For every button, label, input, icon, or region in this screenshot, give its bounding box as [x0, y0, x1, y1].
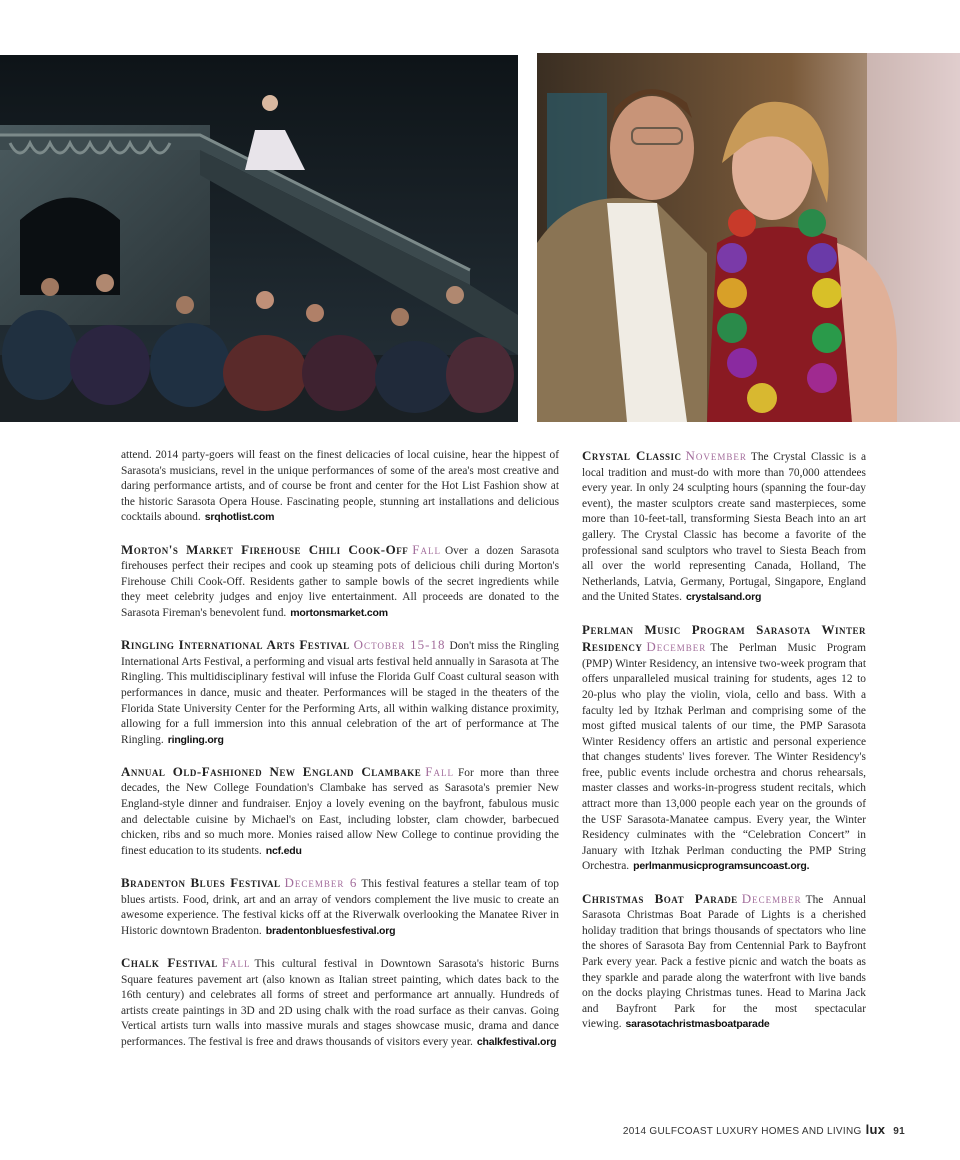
event-url[interactable]: crystalsand.org — [685, 591, 762, 604]
event-title: Crystal Classic — [582, 448, 682, 463]
event-entry — [582, 891, 866, 1033]
event-title: Perlman Music Program Sarasota Winter Residency — [582, 621, 866, 655]
event-description: The Crystal Classic is a local tradition and must-do with more than 70,000 attendees every year. In only 24 sculpting hours (spanning the four-day event), the master sculptors create sand masterpieces, some more than 10-feet-tall, transforming Siesta Beach into an art gallery. The Crystal Classic has become a favorite of the professional sand sculptors who travel to Siesta Beach from all over the world representing Canada, Holland, The Netherlands, Latvia, Germany, Portugal, Singapore, England and the United States. — [582, 451, 866, 604]
event-date: Fall — [425, 763, 454, 779]
event-description: This festival features a stellar team of top blues artists. Food, drink, art and an array of vendors complement the live music to create an awesome experience. The festival kicks off at the Riverwalk overlooking the Manatee River in Historic downtown Bradenton. — [121, 878, 559, 937]
event-entry — [121, 955, 559, 1051]
event-url[interactable]: ncf.edu — [265, 844, 302, 857]
event-entry — [121, 542, 559, 622]
event-description: This cultural festival in Downtown Sarasota's historic Burns Square features pavement art (also known as Italian street painting, which dates back to the 16th century) and celebrates all forms of street and performance art annually. Hundreds of artists create paintings in 3D and 2D using chalk with the road surface as their canvas. Going Vertical artists turn walls into massive murals and stages showcase music, drama and dance performances. The festival is free and draws thousands of visitors every year. — [121, 958, 559, 1048]
event-url[interactable]: perlmanmusicprogramsuncoast.org. — [633, 860, 810, 873]
event-url[interactable]: ringling.org — [167, 733, 224, 746]
event-date: Fall — [412, 541, 441, 557]
event-entry — [121, 875, 559, 939]
page-number: 91 — [893, 1126, 905, 1137]
event-url[interactable]: chalkfestival.org — [476, 1035, 557, 1048]
event-title: Bradenton Blues Festival — [121, 875, 281, 891]
event-date: October 15-18 — [353, 637, 446, 653]
event-entry — [582, 448, 866, 606]
event-description: The Annual Sarasota Christmas Boat Parade of Lights is a cherished holiday tradition that brings thousands of spectators who line the shores of Sarasota Bay from Centennial Park to Bayfront Park every year. Pack a festive picnic and watch the boats as they sparkle and parade along the waterfront with live bands on the docks playing Christmas tunes. Head to Marina Jack and Bayfront Park for the most spectacular viewing. — [582, 893, 866, 1031]
event-url[interactable]: mortonsmarket.com — [290, 606, 388, 619]
event-title: Chalk Festival — [121, 955, 218, 970]
publication-name: 2014 GULFCOAST LUXURY HOMES AND LIVING — [622, 1126, 862, 1137]
event-entry — [121, 637, 559, 748]
event-description: For more than three decades, the New College Foundation's Clambake has served as Sarasota's premier New England-style dinner and fundraiser. Enjoy a lovely evening on the bayfront, fabulous music and delectable cuisine by Michael's on East, including lobster, clam chowder, barbecued chicken, ribs and so much more. Monies raised allow New College to continue providing the finest education to its students. — [121, 766, 559, 857]
intro-url[interactable]: srqhotlist.com — [204, 511, 275, 524]
event-entry — [582, 622, 866, 876]
event-entry — [121, 764, 559, 860]
event-description: Over a dozen Sarasota firehouses perfect their recipes and cook up steaming pots of delicious chili during Morton's Firehouse Chili Cook-Off. Residents gather to sample bowls of the secret ingredients while they meet celebrity judges and enjoy live entertainment. All proceeds are donated to the Sarasota Fireman's benevolent fund. — [121, 544, 559, 619]
event-date: November — [685, 448, 747, 463]
brand-logo: lux — [865, 1122, 886, 1137]
gala-couple-photo — [537, 53, 960, 422]
event-url[interactable]: bradentonbluesfestival.org — [265, 924, 396, 937]
event-date: December — [741, 890, 802, 906]
left-text-column — [121, 448, 559, 1066]
opera-stage-photo — [0, 55, 518, 422]
event-title: Christmas Boat Parade — [582, 890, 738, 906]
intro-text: attend. 2014 party-goers will feast on the finest delicacies of local cuisine, hear the hippest of Sarasota's musicians, revel in the unique performances of some of the area's most creative and daring performance artists, and of course be front and center for the Hot List Fashion show at the historic Sarasota Opera House. Fascinating people, stunning art installations and delicious cocktails abound. — [121, 449, 559, 524]
event-date: Fall — [221, 955, 251, 970]
event-date: December 6 — [284, 875, 358, 891]
right-text-column — [582, 448, 866, 1049]
event-date: December — [646, 639, 707, 655]
event-url[interactable]: sarasotachristmasboatparade — [625, 1018, 770, 1031]
event-title: Morton's Market Firehouse Chili Cook-Off — [121, 541, 409, 557]
event-description: The Perlman Music Program (PMP) Winter Residency, an intensive two-week program that offers unparalleled musical training for students, ages 12 to 20-plus who play the violin, viola, cello and bass. With a faculty led by Itzhak Perlman and comprising some of the most gifted musical talents of our time, the PMP Sarasota Winter Residency offers an artistic and personal experience that changes students' lives forever. The Winter Residency's free, public events include orchestra and chorus rehearsals, master classes and works-in-progress student recitals, which attract more than 13,000 people each year on the grounds of the USF Sarasota-Manatee campus. Every year, the Winter Residency culminates with the “Celebration Concert” in January with Itzhak Perlman conducting the PMP String Orchestra. — [582, 642, 866, 873]
event-title: Annual Old-Fashioned New England Clambake — [121, 763, 422, 779]
event-title: Ringling International Arts Festival — [121, 637, 350, 653]
event-description: Don't miss the Ringling International Arts Festival, a performing and visual arts festival held annually in Sarasota at The Ringling. This multidisciplinary festival will infuse the Florida Gulf Coast cultural season with performances in dance, music and theater. Performances will be staged in the theaters of the Florida State University Center for the Performing Arts, all within walking distance proximity, allowing for a full immersion into this annual celebration of the art of performance at The Ringling. — [121, 640, 559, 746]
page-footer — [623, 1122, 905, 1137]
intro-paragraph — [121, 448, 559, 526]
